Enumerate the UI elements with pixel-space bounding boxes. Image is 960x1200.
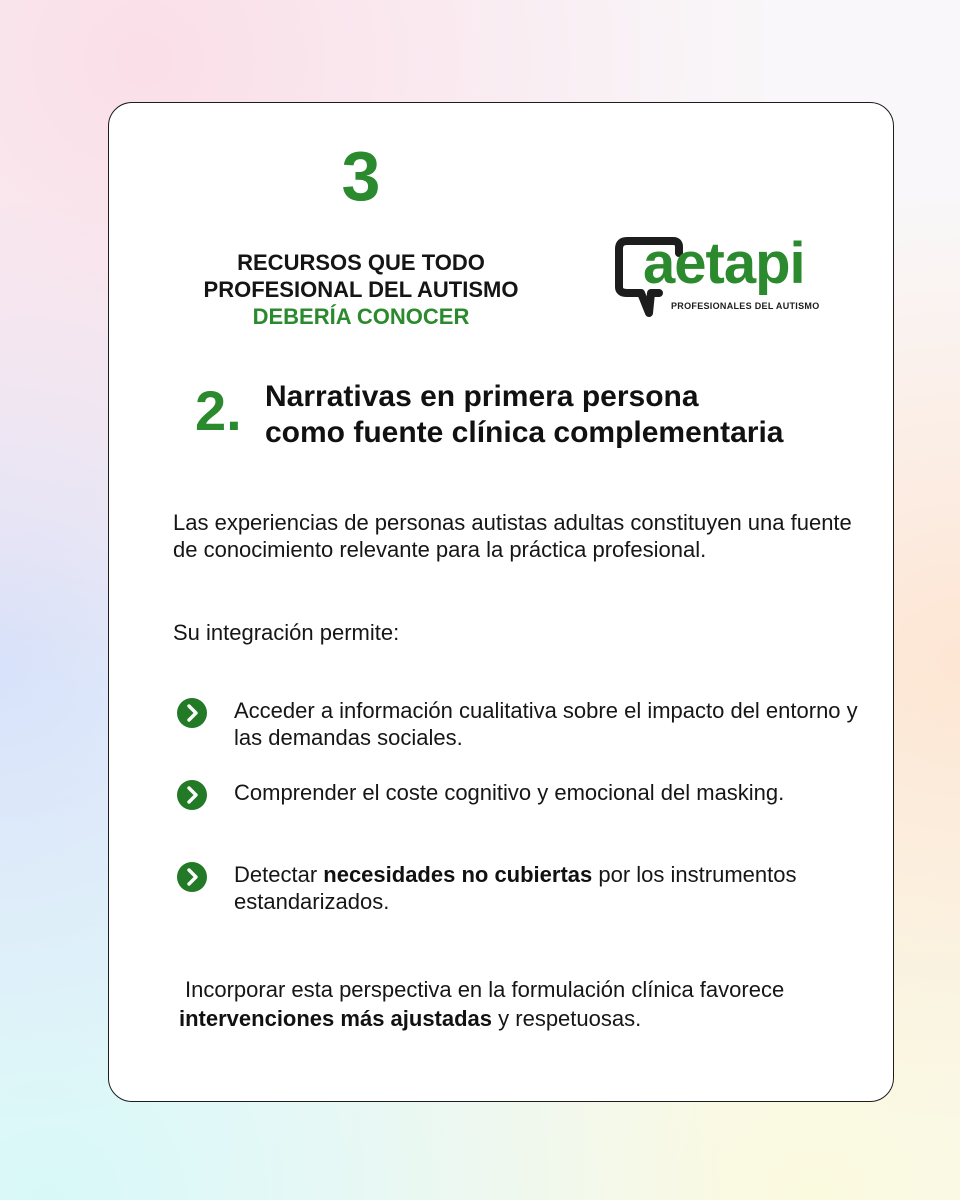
content-card [108, 102, 894, 1102]
aetapi-logo [615, 231, 825, 321]
headline-line-1: RECURSOS QUE TODO [237, 250, 485, 275]
chevron-right-icon [177, 698, 207, 728]
section-title [265, 379, 865, 451]
closing-post: y respetuosas. [492, 1006, 642, 1031]
headline [161, 249, 561, 330]
bullet-text-post: por los instrumentos estandarizados. [234, 862, 797, 914]
header-number: 3 [341, 137, 381, 215]
intro-paragraph: Las experiencias de personas autistas adultas constituyen una fuente de conocimiento relevante para la práctica profesional. [173, 510, 852, 562]
section-title-line-1: Narrativas en primera persona [265, 380, 699, 413]
bullet-text-pre: Detectar [234, 862, 324, 887]
chevron-right-icon [177, 862, 207, 892]
chevron-right-icon [177, 780, 207, 810]
bullet-text: Comprender el coste cognitivo y emocional del masking. [234, 780, 785, 805]
closing-pre: Incorporar esta perspectiva en la formulación clínica favorece [185, 977, 785, 1002]
headline-line-2: PROFESIONAL DEL AUTISMO [203, 277, 519, 302]
section-number: 2. [195, 379, 242, 442]
closing-paragraph [179, 975, 859, 1033]
lead-text: Su integración permite: [173, 620, 400, 645]
closing-bold: intervenciones más ajustadas [179, 1006, 493, 1031]
section-title-line-2: como fuente clínica complementaria [265, 416, 784, 449]
logo-tagline: PROFESIONALES DEL AUTISMO [671, 301, 820, 311]
logo-word: aetapi [643, 231, 805, 296]
headline-line-3: DEBERÍA CONOCER [252, 304, 470, 329]
bullet-text [234, 861, 864, 915]
bullet-text-bold: necesidades no cubiertas [323, 862, 593, 887]
bullet-text: Acceder a información cualitativa sobre el impacto del entorno y las demandas sociales. [234, 698, 858, 750]
